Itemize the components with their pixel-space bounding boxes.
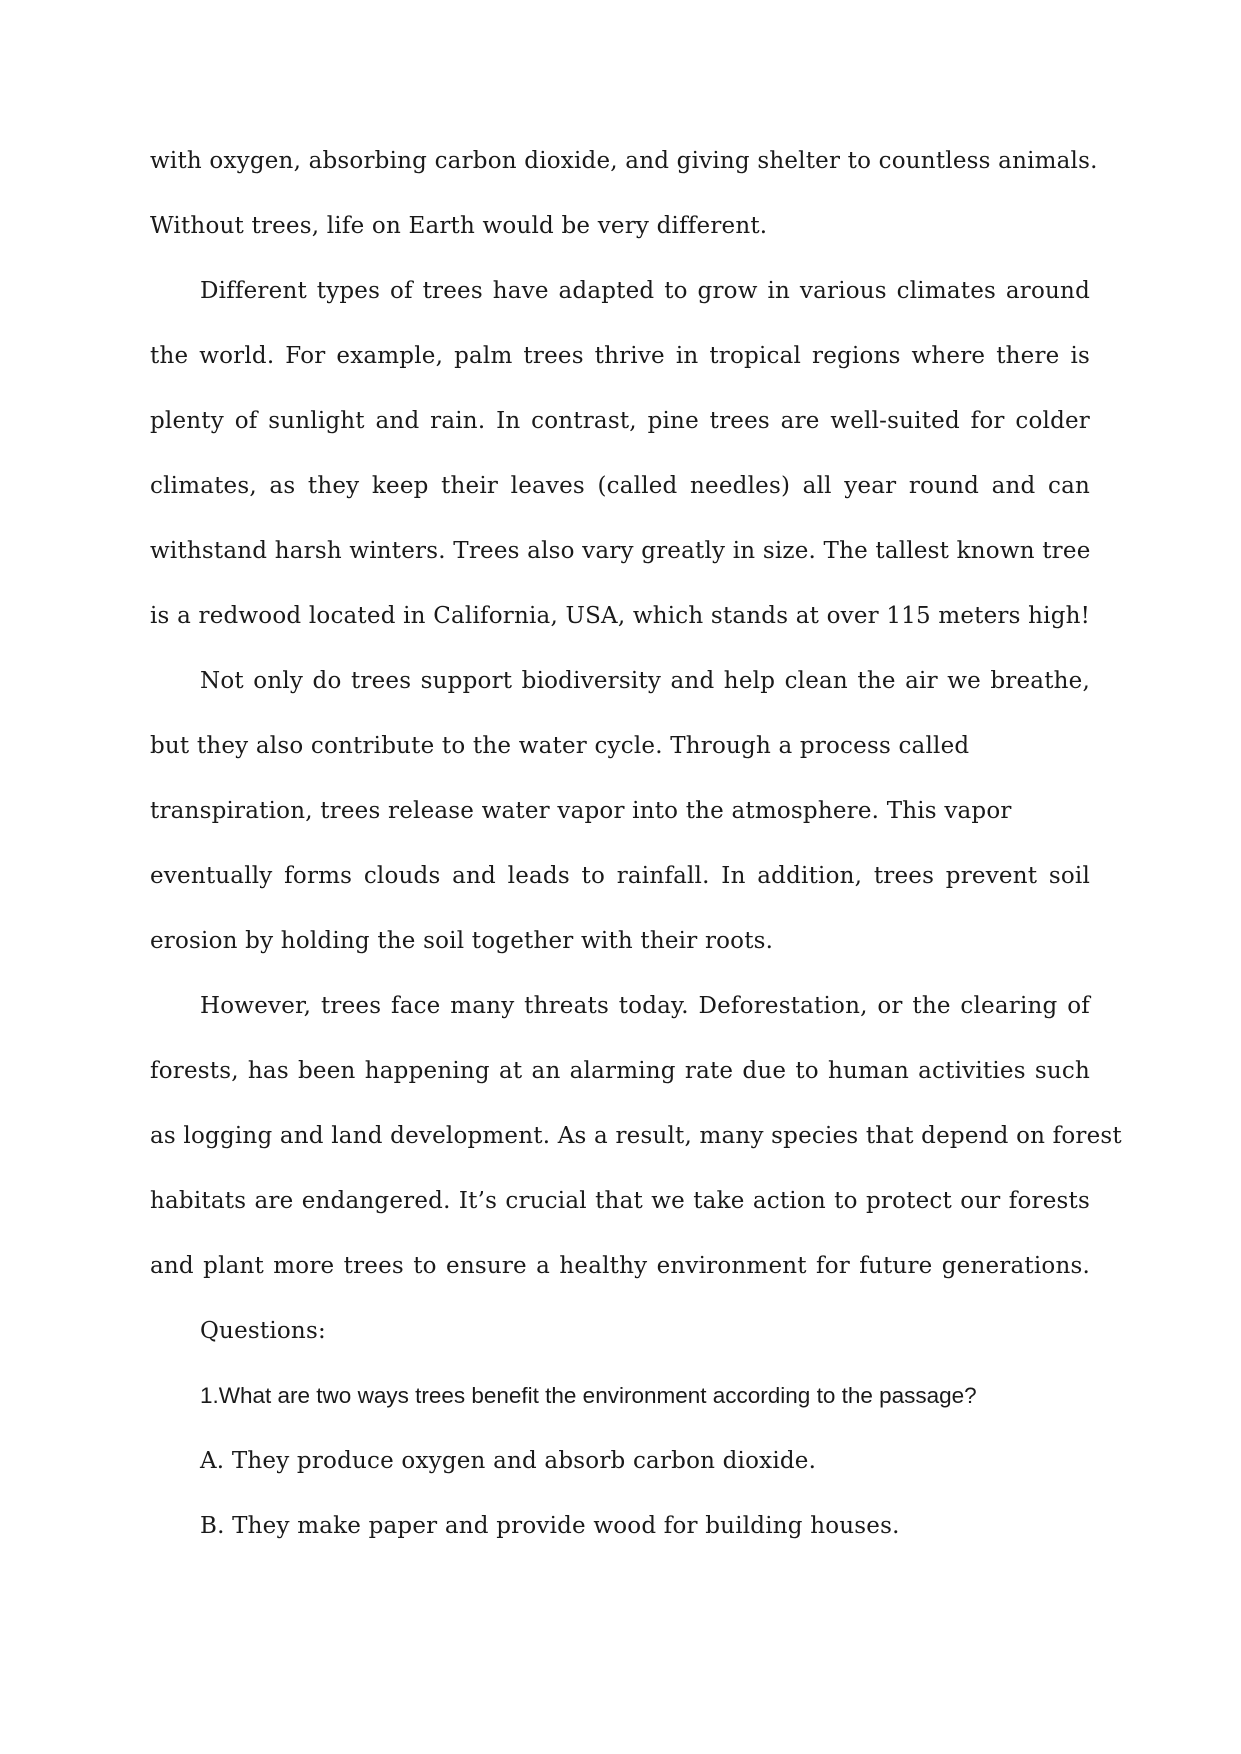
text-line: but they also contribute to the water cycle. Through a process called [150, 733, 970, 759]
paragraph-intro [150, 143, 1098, 273]
answer-option-b: B. They make paper and provide wood for building houses. [200, 1513, 900, 1539]
text-line: erosion by holding the soil together with their roots. [150, 928, 774, 954]
text-line: transpiration, trees release water vapor into the atmosphere. This vapor [150, 798, 1012, 824]
text-line: Without trees, life on Earth would be very different. [150, 213, 768, 239]
text-line: habitats are endangered. It’s crucial that we take action to protect our forests [150, 1188, 1090, 1214]
document-body [150, 143, 1122, 1573]
text-line: and plant more trees to ensure a healthy environment for future generations. [150, 1253, 1090, 1279]
text-line: forests, has been happening at an alarming rate due to human activities such [150, 1058, 1090, 1084]
text-line: with oxygen, absorbing carbon dioxide, and giving shelter to countless animals. [150, 148, 1098, 174]
paragraph-water-cycle [150, 663, 1090, 988]
text-line: climates, as they keep their leaves (called needles) all year round and can [150, 473, 1090, 499]
paragraph-types [150, 273, 1090, 663]
text-line: plenty of sunlight and rain. In contrast, pine trees are well-suited for colder [150, 408, 1090, 434]
text-line: as logging and land development. As a result, many species that depend on forest [150, 1123, 1122, 1149]
question-item [150, 1378, 1090, 1573]
text-line: However, trees face many threats today. Deforestation, or the clearing of [200, 993, 1090, 1019]
questions-section [150, 1313, 1090, 1573]
question-prompt: 1.What are two ways trees benefit the environment according to the passage? [200, 1383, 977, 1408]
text-line: withstand harsh winters. Trees also vary greatly in size. The tallest known tree [150, 538, 1091, 564]
text-line: eventually forms clouds and leads to rainfall. In addition, trees prevent soil [150, 863, 1090, 889]
questions-heading: Questions: [200, 1318, 326, 1344]
answer-option-a: A. They produce oxygen and absorb carbon dioxide. [200, 1448, 817, 1474]
paragraph-threats [150, 988, 1122, 1313]
text-line: Not only do trees support biodiversity and help clean the air we breathe, [200, 668, 1090, 694]
text-line: Different types of trees have adapted to grow in various climates around [200, 278, 1090, 304]
text-line: is a redwood located in California, USA, which stands at over 115 meters high! [150, 603, 1091, 629]
text-line: the world. For example, palm trees thrive in tropical regions where there is [150, 343, 1090, 369]
